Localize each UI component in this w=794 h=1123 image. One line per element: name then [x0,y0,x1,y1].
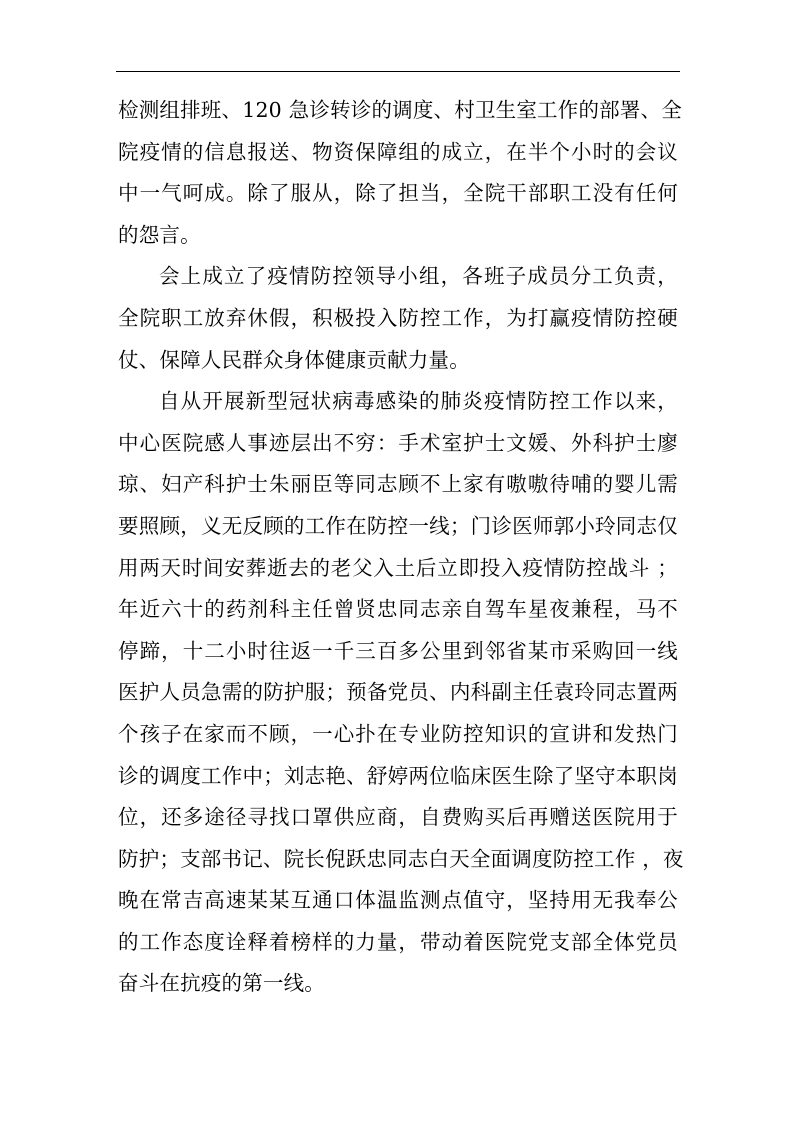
text-line: 琼、妇产科护士朱丽臣等同志顾不上家有嗷嗷待哺的婴儿需 [118,472,678,497]
text-line: 晚在常吉高速某某互通口体温监测点值守，坚持用无我奉公 [118,888,678,913]
text-line: 医护人员急需的防护服；预备党员、内科副主任袁玲同志置两 [118,680,678,705]
paragraph-2 [118,256,678,381]
paragraph-3 [118,381,684,1005]
text-line: 中一气呵成。除了服从，除了担当，全院干部职工没有任何 [118,181,678,206]
text-line: 要照顾，义无反顾的工作在防控一线；门诊医师郭小玲同志仅 [118,513,678,538]
text-line: 的怨言。 [118,222,201,247]
text-line: 院疫情的信息报送、物资保障组的成立，在半个小时的会议 [118,139,678,164]
text-line: 防护；支部书记、院长倪跃忠同志白天全面调度防控工作 ，夜 [118,846,684,871]
text-line: 自从开展新型冠状病毒感染的肺炎疫情防控工作以来， [159,389,678,414]
text-line: 年近六十的药剂科主任曾贤忠同志亲自驾车星夜兼程，马不 [118,597,678,622]
text-line: 用两天时间安葬逝去的老父入土后立即投入疫情防控战斗 ； [118,555,678,580]
body-text [118,90,684,1005]
text-line: 个孩子在家而不顾，一心扑在专业防控知识的宣讲和发热门 [118,721,678,746]
text-line: 会上成立了疫情防控领导小组，各班子成员分工负责， [159,264,678,289]
text-line: 中心医院感人事迹层出不穷：手术室护士文媛、外科护士廖 [118,430,678,455]
text-line: 停蹄，十二小时往返一千三百多公里到邻省某市采购回一线 [118,638,678,663]
paragraph-1 [118,90,682,256]
text-line: 仗、保障人民群众身体健康贡献力量。 [118,347,470,372]
text-line: 全院职工放弃休假，积极投入防控工作，为打赢疫情防控硬 [118,305,678,330]
text-line: 位，还多途径寻找口罩供应商，自费购买后再赠送医院用于 [118,805,678,830]
text-line: 的工作态度诠释着榜样的力量，带动着医院党支部全体党员 [118,929,678,954]
text-line: 诊的调度工作中；刘志艳、舒婷两位临床医生除了坚守本职岗 [118,763,678,788]
text-line: 奋斗在抗疫的第一线。 [118,971,325,996]
text-line: 检测组排班、120 急诊转诊的调度、村卫生室工作的部署、全 [118,98,682,122]
header-rule [116,71,680,72]
